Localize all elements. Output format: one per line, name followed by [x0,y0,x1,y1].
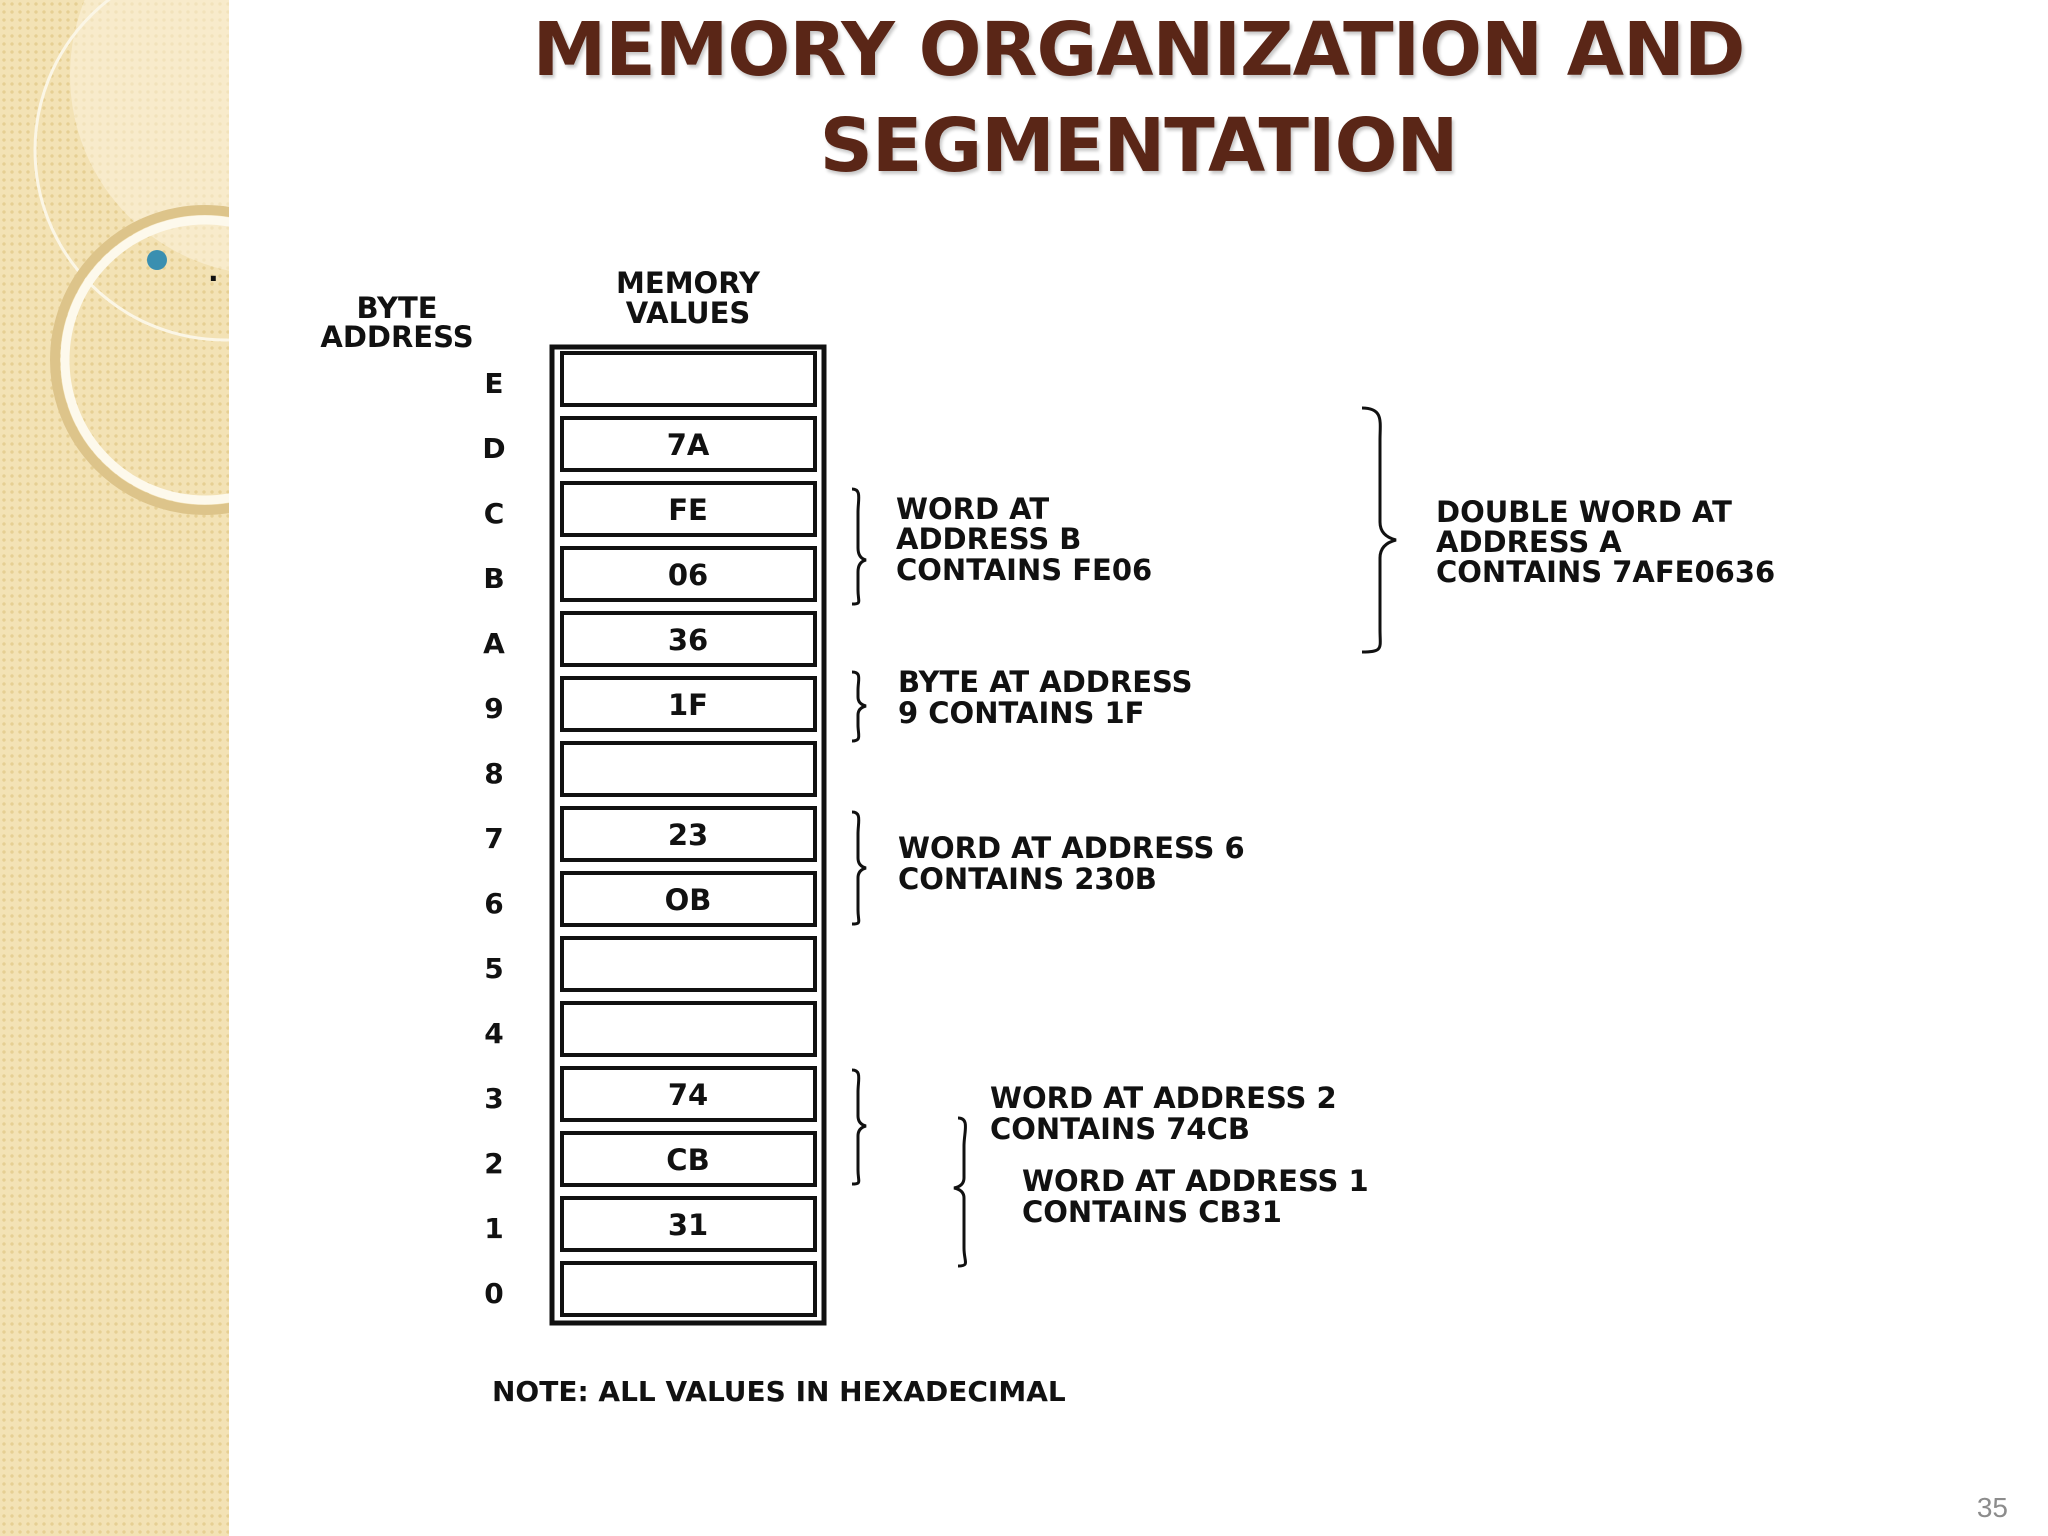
memory-value: 74 [667,1078,709,1112]
memory-value: 7A [666,428,710,462]
word-6-annotation-line1: WORD AT ADDRESS 6 [898,831,1245,865]
byte-9-annotation-line1: BYTE AT ADDRESS [898,665,1193,699]
brace-byte-9 [852,672,866,741]
brace-double-word-a [1362,408,1396,652]
word-2-annotation-line1: WORD AT ADDRESS 2 [990,1081,1337,1115]
byte-address-label: 0 [484,1277,504,1310]
byte-address-header-line1: BYTE [356,291,438,325]
memory-values-header-line2: VALUES [625,296,751,330]
memory-value: FE [668,493,708,527]
memory-cells [482,353,815,1315]
memory-value: 23 [667,818,709,852]
word-b-annotation-line1: WORD AT [896,492,1050,526]
brace-word-1 [954,1118,966,1266]
byte-address-label: C [483,497,505,530]
brace-word-b [852,489,866,604]
memory-values-header-line1: MEMORY [616,266,760,300]
byte-9-annotation-line2: 9 CONTAINS 1F [898,696,1145,730]
word-b-annotation-line2: ADDRESS B [896,522,1082,556]
byte-address-label: 5 [484,952,504,985]
memory-cell [562,1003,815,1055]
memory-cell [562,353,815,405]
brace-word-6 [852,812,866,924]
byte-address-header-line2: ADDRESS [320,320,474,354]
byte-address-label: D [482,432,506,465]
word-1-annotation-line2: CONTAINS CB31 [1022,1195,1282,1229]
byte-address-label: E [484,367,504,400]
word-2-annotation-line2: CONTAINS 74CB [990,1112,1250,1146]
double-word-a-annotation-line2: ADDRESS A [1436,525,1622,559]
byte-address-label: 1 [484,1212,504,1245]
byte-address-label: 7 [484,822,504,855]
byte-address-label: 3 [484,1082,504,1115]
double-word-a-annotation-line3: CONTAINS 7AFE0636 [1436,555,1776,589]
memory-cell [562,743,815,795]
memory-value: 31 [667,1208,709,1242]
byte-address-label: 9 [484,692,504,725]
page-number: 35 [1976,1492,2008,1523]
memory-value: 1F [668,688,708,722]
byte-address-label: 8 [484,757,504,790]
word-6-annotation-line2: CONTAINS 230B [898,862,1157,896]
title-line-1: MEMORY ORGANIZATION AND [532,7,1745,93]
byte-address-label: 4 [484,1017,504,1050]
bullet-text: . [208,255,219,288]
hexadecimal-note: NOTE: ALL VALUES IN HEXADECIMAL [492,1375,1066,1408]
memory-value: OB [664,883,712,917]
memory-value: CB [666,1143,710,1177]
double-word-a-annotation-line1: DOUBLE WORD AT [1436,495,1732,529]
word-b-annotation-line3: CONTAINS FE06 [896,553,1153,587]
byte-address-label: A [483,627,505,660]
memory-value: 06 [667,558,709,592]
memory-value: 36 [667,623,709,657]
memory-cell [562,1263,815,1315]
brace-word-2 [852,1070,866,1184]
byte-address-label: 6 [484,887,504,920]
word-1-annotation-line1: WORD AT ADDRESS 1 [1022,1164,1369,1198]
byte-address-label: 2 [484,1147,504,1180]
title-line-2: SEGMENTATION [819,103,1458,189]
byte-address-label: B [483,562,505,595]
memory-cell [562,938,815,990]
